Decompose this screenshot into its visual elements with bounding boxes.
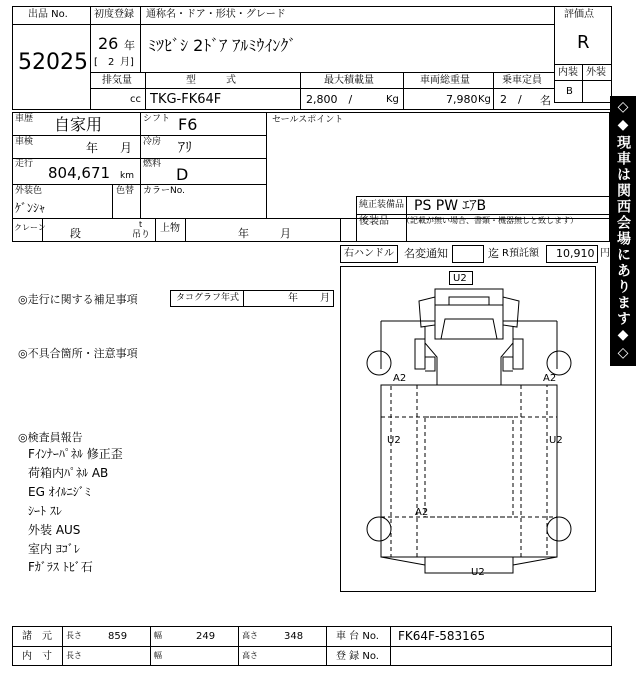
vehicle-diagram — [340, 266, 596, 592]
max-load-unit: Kg — [386, 94, 399, 105]
color-change-label: 色替 — [116, 186, 135, 196]
inspector-line: Fｶﾞﾗｽ ﾄﾋﾞ石 — [28, 560, 93, 574]
side-banner: ◇◆現車は関西会場にあります◆◇ — [610, 96, 636, 366]
damage-mark-right-front: A2 — [543, 373, 557, 384]
shift-value: F6 — [178, 115, 198, 134]
width-value: 249 — [196, 631, 216, 642]
inner-label: 内 寸 — [22, 651, 52, 662]
tacho-year: 年 — [288, 293, 298, 304]
crane-ton-label: 吊り — [132, 230, 151, 240]
defects-label: ◎不具合箇所・注意事項 — [18, 347, 138, 360]
height-label: 高さ — [242, 631, 258, 640]
equipment-label: 純正装備品 — [359, 200, 405, 210]
damage-mark-left-front: A2 — [393, 373, 407, 384]
ac-label: 冷房 — [143, 137, 162, 147]
title-notice-box — [452, 245, 484, 263]
lift-month: 月 — [280, 227, 291, 240]
mileage-value: 804,671 — [48, 164, 111, 182]
month-open: [ — [94, 57, 98, 68]
accessories-note: （記載が無い場合、書類・機器無しと致します） — [402, 216, 578, 225]
score-label: 評価点 — [564, 9, 594, 20]
model-desc: ﾐﾂﾋﾞｼ 2ﾄﾞｱ ｱﾙﾐｳｲﾝｸﾞ — [148, 36, 297, 55]
exterior-label: 外装 — [586, 67, 606, 78]
max-load-label: 最大積載量 — [324, 75, 374, 86]
width-label: 幅 — [154, 631, 162, 640]
title-notice-label: 名変通知 — [404, 247, 448, 260]
month-value: 2 — [108, 57, 115, 68]
inspector-line: ｼｰﾄ ｽﾚ — [28, 504, 62, 518]
max-load: 2,800 / — [306, 93, 353, 106]
inspection-label: 車検 — [15, 137, 34, 147]
recycle-value: 10,910 — [556, 247, 595, 260]
displacement-unit: cc — [130, 94, 141, 105]
crane-stage: 段 — [70, 227, 81, 240]
model-desc-label: 通称名・ドア・形状・グレード — [146, 9, 286, 20]
inspector-line: 外装 AUS — [28, 523, 81, 537]
inner-length-label: 長さ — [66, 651, 82, 660]
kaikei: 迄 — [488, 247, 499, 260]
length-label: 長さ — [66, 631, 82, 640]
fuel-label: 燃料 — [143, 159, 162, 169]
chassis-value: FK64F-583165 — [398, 629, 486, 643]
right-handle: 右ハンドル — [344, 248, 394, 259]
lot-no-label: 出品 No. — [28, 9, 68, 20]
recycle-label: R預託額 — [502, 248, 539, 259]
inspector-line: EG ｵｲﾙﾆｼﾞﾐ — [28, 485, 91, 499]
score-value: R — [577, 32, 590, 53]
inner-width-label: 幅 — [154, 651, 162, 660]
tacho-month: 月 — [320, 293, 330, 304]
inspector-line: 室内 ﾖｺﾞﾚ — [28, 542, 80, 556]
inspection-year: 年 — [86, 141, 99, 155]
sales-point-label: セールスポイント — [272, 115, 344, 125]
capacity-unit: 名 — [540, 94, 551, 107]
year-value: 26 — [98, 34, 119, 53]
lift-label: 上物 — [160, 223, 180, 234]
model-code: TKG-FK64F — [150, 92, 222, 107]
shift-label: シフト — [143, 114, 171, 124]
month-unit: 月] — [120, 57, 134, 68]
lift-year: 年 — [238, 227, 249, 240]
history-label: 車歴 — [15, 114, 34, 124]
color-no-label: カラーNo. — [143, 186, 185, 196]
gross-weight-unit: Kg — [478, 94, 491, 105]
truck-outline — [341, 267, 597, 593]
height-value: 348 — [284, 631, 304, 642]
accessories-label: 後装品 — [359, 216, 389, 227]
crane-ton: t — [139, 220, 143, 229]
gross-weight-label: 車両総重量 — [420, 75, 470, 86]
mileage-label: 走行 — [15, 159, 34, 169]
inspector-line: 荷箱内ﾊﾟﾈﾙ AB — [28, 466, 109, 480]
ac-value: ｱﾘ — [178, 140, 192, 156]
interior-score: B — [566, 86, 573, 97]
damage-mark-front: U2 — [453, 273, 467, 284]
equipment-value: PS PW ｴｱB — [414, 198, 487, 214]
capacity: 2 / — [500, 93, 522, 106]
crane-label: クレーン — [14, 223, 46, 232]
lot-no: 52025 — [18, 50, 88, 75]
mileage-unit: km — [120, 171, 134, 181]
damage-mark-floor: A2 — [415, 507, 429, 518]
year-unit: 年 — [124, 39, 135, 52]
gross-weight: 7,980 — [446, 93, 478, 106]
chassis-label: 車 台 No. — [336, 631, 379, 642]
color-value: ｹﾞﾝｼｬ — [15, 201, 46, 215]
model-label: 型 式 — [186, 75, 236, 86]
damage-mark-left-side: U2 — [387, 435, 401, 446]
damage-mark-rear: U2 — [471, 567, 485, 578]
interior-label: 内装 — [558, 67, 578, 78]
damage-mark-right-side: U2 — [549, 435, 563, 446]
color-label: 外装色 — [15, 186, 43, 196]
inspector-label: ◎検査員報告 — [18, 431, 83, 444]
length-value: 859 — [108, 631, 128, 642]
displacement-label: 排気量 — [102, 75, 132, 86]
tachograph-label: タコグラフ年式 — [176, 293, 240, 303]
inspector-line: Fｲﾝﾅｰﾊﾟﾈﾙ 修正歪 — [28, 447, 123, 461]
history-value: 自家用 — [54, 115, 103, 134]
capacity-label: 乗車定員 — [502, 75, 542, 86]
first-reg-label: 初度登録 — [94, 9, 134, 20]
reg-label: 登 録 No. — [336, 651, 379, 662]
fuel-value: D — [176, 165, 189, 184]
recycle-unit: 円 — [600, 248, 610, 259]
inner-height-label: 高さ — [242, 651, 258, 660]
driving-notes-label: ◎走行に関する補足事項 — [18, 293, 138, 306]
dims-label: 諸 元 — [22, 631, 52, 642]
inspection-month: 月 — [120, 141, 133, 155]
